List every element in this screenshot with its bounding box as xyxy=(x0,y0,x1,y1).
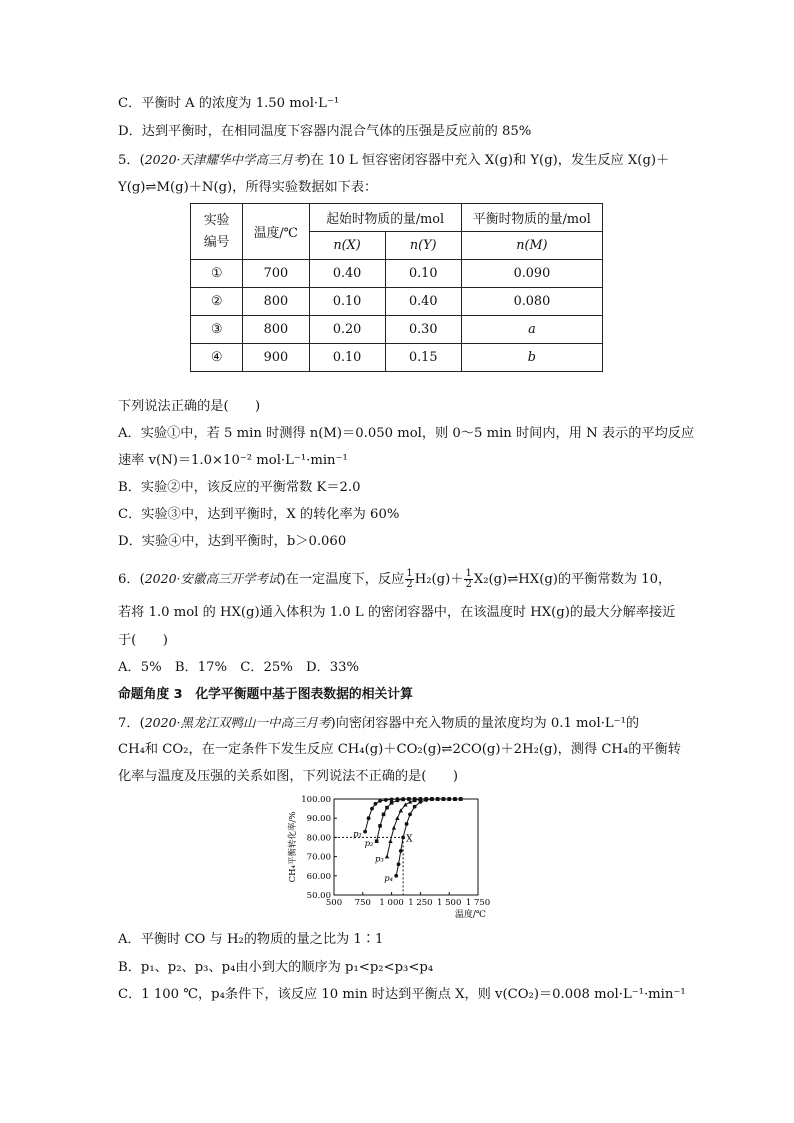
header-experiment-2: 编号 xyxy=(203,234,230,250)
fraction-denominator: 2 xyxy=(406,579,413,590)
table-row xyxy=(191,260,603,288)
series-marker xyxy=(374,802,378,806)
header-nm: n(M) xyxy=(461,232,602,260)
q6-text-2: H₂(g)＋ xyxy=(414,572,464,587)
x-tick-label: 1 750 xyxy=(465,898,491,908)
series-marker xyxy=(447,797,451,801)
series-marker xyxy=(363,830,367,834)
q4-option-c: C．平衡时 A 的浓度为 1.50 mol·L⁻¹ xyxy=(118,96,340,111)
table-row xyxy=(191,288,603,316)
series-label: p₄ xyxy=(384,873,394,884)
series-marker xyxy=(388,839,392,843)
series-marker xyxy=(405,822,409,826)
series-marker xyxy=(397,862,401,866)
q7-option-a: A．平衡时 CO 与 H₂的物质的量之比为 1∶1 xyxy=(118,932,384,947)
q5-option-a-line1: A．实验①中，若 5 min 时测得 n(M)＝0.050 mol，则 0～5 min 时间内，用 N 表示的平均反应 xyxy=(118,426,695,441)
x-tick-label: 750 xyxy=(354,898,371,908)
series-marker xyxy=(394,874,398,878)
fraction-numerator: 1 xyxy=(406,568,413,579)
series-marker xyxy=(367,816,371,820)
q5-option-b: B．实验②中，该反应的平衡常数 K＝2.0 xyxy=(118,480,361,495)
series-marker xyxy=(385,854,389,858)
series-marker xyxy=(396,799,400,803)
series-marker xyxy=(442,797,446,801)
cell-temp: 800 xyxy=(243,316,309,344)
q5-option-a-line2: 速率 v(N)＝1.0×10⁻² mol·L⁻¹·min⁻¹ xyxy=(118,453,348,468)
series-line-2 xyxy=(377,799,461,841)
series-marker xyxy=(378,799,382,803)
cell-temp: 800 xyxy=(243,288,309,316)
y-tick-label: 80.00 xyxy=(306,833,331,844)
q5-source: 2020·天津耀华中学高三月考 xyxy=(144,152,306,167)
q5-number: 5．( xyxy=(118,153,145,168)
q7-source: 2020·黑龙江双鸭山一中高三月考 xyxy=(144,715,331,730)
cell-id: ③ xyxy=(191,316,243,344)
cell-ny: 0.15 xyxy=(385,344,461,372)
q5-option-d: D．实验④中，达到平衡时，b＞0.060 xyxy=(118,534,347,549)
series-marker xyxy=(390,801,394,805)
x-tick-label: 1 500 xyxy=(437,898,462,908)
table-header-row xyxy=(191,204,603,232)
cell-temp: 900 xyxy=(243,344,309,372)
cell-temp: 700 xyxy=(243,260,309,288)
cell-ny: 0.40 xyxy=(385,288,461,316)
conversion-chart xyxy=(280,790,520,920)
series-marker xyxy=(419,800,423,804)
series-marker xyxy=(378,824,382,828)
header-nx: n(X) xyxy=(309,232,385,260)
series-marker xyxy=(401,836,405,840)
point-x-label: X xyxy=(406,834,413,845)
series-marker xyxy=(459,797,463,801)
series-label: p₃ xyxy=(374,854,384,865)
header-experiment xyxy=(191,204,243,260)
cell-nx: 0.10 xyxy=(309,288,385,316)
y-tick-label: 100.00 xyxy=(301,795,331,805)
q6-stem-line2: 若将 1.0 mol 的 HX(g)通入体积为 1.0 L 的密闭容器中，在该温度时 HX(g)的最大分解率接近 xyxy=(118,605,676,620)
table-row xyxy=(191,316,603,344)
series-marker xyxy=(408,812,412,816)
series-marker xyxy=(401,798,405,802)
q6-stem-line3: 于( ) xyxy=(118,633,168,648)
q6-stem-line1 xyxy=(118,566,671,593)
q4-option-d: D．达到平衡时，在相同温度下容器内混合气体的压强是反应前的 85% xyxy=(118,124,532,139)
cell-nm: 0.090 xyxy=(461,260,602,288)
fraction-half xyxy=(405,569,413,590)
x-tick-label: 1 250 xyxy=(408,898,433,908)
series-marker xyxy=(395,816,399,820)
q5-stem-text: )在 10 L 恒容密闭容器中充入 X(g)和 Y(g)，发生反应 X(g)＋ xyxy=(305,153,670,168)
section-heading: 命题角度 3 化学平衡题中基于图表数据的相关计算 xyxy=(118,687,413,702)
q6-source: 2020·安徽高三开学考试 xyxy=(144,571,281,586)
cell-nm: b xyxy=(461,344,602,372)
series-marker xyxy=(384,798,388,802)
cell-id: ② xyxy=(191,288,243,316)
series-marker xyxy=(399,849,403,853)
header-ny: n(Y) xyxy=(385,232,461,260)
header-equilibrium-amount: 平衡时物质的量/mol xyxy=(461,204,602,232)
x-tick-label: 500 xyxy=(325,898,343,908)
plot-frame xyxy=(334,799,478,895)
header-initial-amount: 起始时物质的量/mol xyxy=(309,204,461,232)
series-marker xyxy=(382,813,386,817)
cell-nm: a xyxy=(461,316,602,344)
q7-text: )向密闭容器中充入物质的量浓度均为 0.1 mol·L⁻¹的 xyxy=(330,716,640,731)
q7-stem-line3: 化率与温度及压强的关系如图，下列说法不正确的是( ) xyxy=(118,769,458,784)
fraction-numerator: 1 xyxy=(465,568,472,579)
q6-text-1: )在一定温度下，反应 xyxy=(280,572,405,587)
cell-id: ④ xyxy=(191,344,243,372)
q6-text-3: X₂(g)⇌HX(g)的平衡常数为 10， xyxy=(473,572,672,587)
cell-ny: 0.10 xyxy=(385,260,461,288)
y-tick-label: 90.00 xyxy=(306,814,331,825)
header-temperature: 温度/℃ xyxy=(243,204,309,260)
fraction-denominator: 2 xyxy=(465,579,472,590)
series-marker xyxy=(392,826,396,830)
series-marker xyxy=(430,797,434,801)
cell-nx: 0.20 xyxy=(309,316,385,344)
series-marker xyxy=(436,797,440,801)
series-line-3 xyxy=(387,799,461,857)
q7-number: 7．( xyxy=(118,716,145,731)
y-tick-label: 70.00 xyxy=(306,852,331,863)
q5-stem-line2: Y(g)⇌M(g)＋N(g)，所得实验数据如下表： xyxy=(118,180,378,195)
series-marker xyxy=(385,806,389,810)
series-label: p₂ xyxy=(364,839,374,850)
cell-nx: 0.10 xyxy=(309,344,385,372)
fraction-half xyxy=(464,569,472,590)
q7-option-b: B．p₁、p₂、p₃、p₄由小到大的顺序为 p₁<p₂<p₃<p₄ xyxy=(118,960,434,975)
q7-stem-line1 xyxy=(118,713,639,734)
table-row xyxy=(191,344,603,372)
q5-option-c: C．实验③中，达到平衡时，X 的转化率为 60% xyxy=(118,507,400,522)
header-experiment-1: 实验 xyxy=(203,212,230,228)
y-tick-label: 60.00 xyxy=(306,871,331,882)
cell-id: ① xyxy=(191,260,243,288)
y-axis-label: CH₄平衡转化率/% xyxy=(288,811,298,883)
series-marker xyxy=(403,803,407,807)
series-marker xyxy=(370,807,374,811)
series-marker xyxy=(390,797,394,801)
q5-stem-line1 xyxy=(118,150,669,171)
q7-stem-line2: CH₄和 CO₂，在一定条件下发生反应 CH₄(g)＋CO₂(g)⇌2CO(g)＋2H₂(g)，测得 CH₄的平衡转 xyxy=(118,742,681,757)
series-marker xyxy=(453,797,457,801)
x-axis-label: 温度/℃ xyxy=(454,910,486,920)
q7-option-c: C．1 100 ℃，p₄条件下，该反应 10 min 时达到平衡点 X，则 v(CO₂)＝0.008 mol·L⁻¹·min⁻¹ xyxy=(118,987,686,1002)
q5-question: 下列说法正确的是( ) xyxy=(118,399,261,414)
q6-options: A．5% B．17% C．25% D．33% xyxy=(118,660,360,675)
series-marker xyxy=(424,798,428,802)
experiment-table xyxy=(190,203,603,372)
q6-number: 6．( xyxy=(118,572,145,587)
series-marker xyxy=(375,839,379,843)
cell-nx: 0.40 xyxy=(309,260,385,288)
series-marker xyxy=(413,805,417,809)
series-label: p₁ xyxy=(353,829,362,840)
cell-ny: 0.30 xyxy=(385,316,461,344)
cell-nm: 0.080 xyxy=(461,288,602,316)
x-tick-label: 1 000 xyxy=(379,898,404,908)
y-tick-label: 50.00 xyxy=(306,891,331,901)
